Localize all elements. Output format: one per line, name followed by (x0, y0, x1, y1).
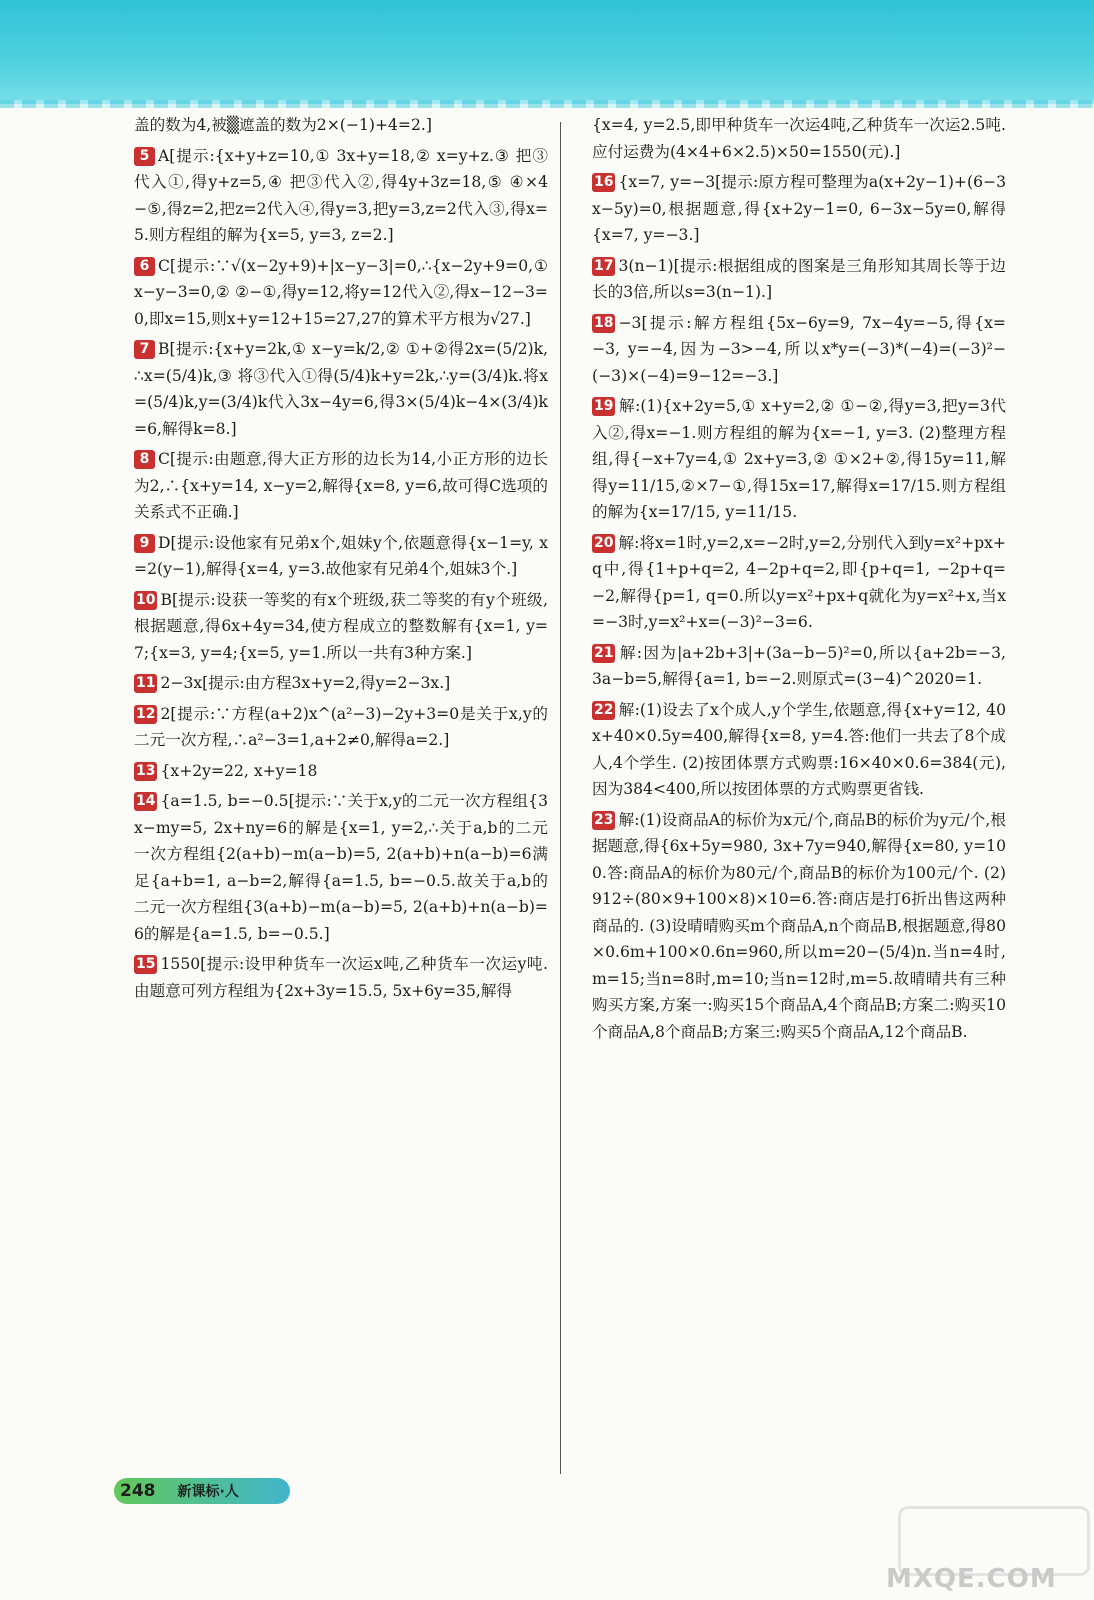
answer-item: 15 1550[提示:设甲种货车一次运x吨,乙种货车一次运y吨.由题意可列方程组为{2x+3y=15.5, 5x+6y=35,解得 (134, 955, 548, 1000)
question-number: 8 (134, 450, 155, 469)
answer-item: 盖的数为4,被▒遮盖的数为2×(−1)+4=2.] (134, 116, 432, 134)
answer-item: 10 B[提示:设获一等奖的有x个班级,获二等奖的有y个班级,根据题意,得6x+4y=34,使方程成立的整数解有{x=1, y=7;{x=3, y=4;{x=5, y=1.所以一共有3种方案.] (134, 590, 548, 662)
header-band (0, 0, 1094, 104)
question-number: 10 (136, 591, 156, 608)
answer-item: 11 2−3x[提示:由方程3x+y=2,得y=2−3x.] (136, 674, 451, 692)
answer-item: 16 {x=7, y=−3[提示:原方程可整理为a(x+2y−1)+(6−3x−5y)=0,根据题意,得{x+2y−1=0, 6−3x−5y=0,解得{x=7, y=−3.] (592, 173, 1006, 244)
answer-item: 14 {a=1.5, b=−0.5[提示:∵关于x,y的二元一次方程组{3x−my=5, 2x+ny=6的解是{x=1, y=2,∴关于a,b的二元一次方程组{2(a+b)−m(a−b)=5, 2(a+b)+n(a−b)=6满足{a+b=1, a−b=2,解得{a=1.5, b=−0.5.故关于a,b的二元一次方程组{3(a+b)−m(a−b)=5, 2(a+b)+n(a−b)=6的解是{a=1.5, b=−0.5.] (134, 792, 548, 943)
answer-item: 12 2[提示:∵方程(a+2)x^(a²−3)−2y+3=0是关于x,y的二元一次方程,∴a²−3=1,a+2≠0,解得a=2.] (134, 704, 548, 749)
left-column (134, 112, 548, 1004)
question-number: 11 (136, 675, 156, 691)
page-footer-badge (114, 1478, 290, 1504)
question-number: 21 (594, 644, 614, 661)
page-number: 248 (120, 1481, 156, 1501)
question-number: 9 (134, 534, 155, 553)
answer-item: 22 解:(1)设去了x个成人,y个学生,依题意,得{x+y=12, 40x+40×0.5y=400,解得{x=8, y=4.答:他们一共去了8个成人,4个学生. (2)按团体票方式购票:16×40×0.6=384(元),因为384<400,所以按团体票的方式购票更省钱. (592, 700, 1006, 798)
answer-item: 5 A[提示:{x+y+z=10,① 3x+y=18,② x=y+z.③ 把③代入①,得y+z=5,④ 把③代入②,得4y+3z=18,⑤ ④×4−⑤,得z=2,把z=2代入④,得y=3,把y=3,z=2代入③,得x=5.则方程组的解为{x=5, y=3, z=2.] (134, 146, 548, 244)
right-column (592, 112, 1006, 1045)
question-number: 5 (134, 147, 155, 166)
answer-item: 7 B[提示:{x+y=2k,① x−y=k/2,② ①+②得2x=(5/2)k,∴x=(5/4)k,③ 将③代入①得(5/4)k+y=2k,∴y=(3/4)k.将x=(5/4)k,y=(3/4)k代入3x−4y=6,得3×(5/4)k−4×(3/4)k=6,解得k=8.] (134, 340, 548, 438)
answer-item: 18 −3[提示:解方程组{5x−6y=9, 7x−4y=−5,得{x=−3, y=−4,因为−3>−4,所以x*y=(−3)*(−4)=(−3)²−(−3)×(−4)=9−12=−3.] (592, 313, 1006, 385)
answer-item: 8 C[提示:由题意,得大正方形的边长为14,小正方形的边长为2,∴{x+y=14, x−y=2,解得{x=8, y=6,故可得C选项的关系式不正确.] (134, 450, 548, 521)
answer-item: 6 C[提示:∵√(x−2y+9)+|x−y−3|=0,∴{x−2y+9=0,① x−y−3=0,② ②−①,得y=12,将y=12代入②,得x−12−3=0,即x=15,则x+y=12+15=27,27的算术平方根为√27.] (134, 256, 548, 328)
question-number: 20 (594, 534, 614, 551)
question-number: 12 (136, 705, 156, 722)
question-number: 6 (134, 257, 155, 276)
answer-item: 21 解:因为|a+2b+3|+(3a−b−5)²=0,所以{a+2b=−3, 3a−b=5,解得{a=1, b=−2.则原式=(3−4)^2020=1. (592, 643, 1006, 688)
question-number: 7 (134, 340, 155, 359)
answer-item: 23 解:(1)设商品A的标价为x元/个,商品B的标价为y元/个,根据题意,得{6x+5y=980, 3x+7y=940,解得{x=80, y=100.答:商品A的标价为80元/个,商品B的标价为100元/个. (2)912÷(80×9+100×8)×10=6.答:商店是打6折出售这两种商品的. (3)设晴晴购买m个商品A,n个商品B,根据题意,得80×0.6m+100×0.6n=960,所以m=20−(5/4)n.当n=4时,m=15;当n=8时,m=10;当n=12时,m=5.故晴晴共有三种购买方案,方案一:购买15个商品A,4个商品B;方案二:购买10个商品A,8个商品B;方案三:购买5个商品A,12个商品B. (592, 810, 1006, 1041)
answer-item: 17 3(n−1)[提示:根据组成的图案是三角形知其周长等于边长的3倍,所以s=3(n−1).] (592, 256, 1006, 301)
question-number: 15 (136, 956, 156, 972)
question-number: 13 (136, 762, 156, 779)
answer-item: {x=4, y=2.5,即甲种货车一次运4吨,乙种货车一次运2.5吨.应付运费为(4×4+6×2.5)×50=1550(元).] (592, 116, 1006, 161)
question-number: 18 (594, 314, 614, 331)
series-label: 新课标·人 (177, 1484, 239, 1500)
answer-item: 13 {x+2y=22, x+y=18 (136, 761, 318, 780)
question-number: 17 (594, 257, 614, 274)
watermark-text: MXQE.COM (886, 1564, 1057, 1594)
question-number: 19 (594, 398, 614, 414)
answer-item: 19 解:(1){x+2y=5,① x+y=2,② ①−②,得y=3,把y=3代入②,得x=−1.则方程组的解为{x=−1, y=3. (2)整理方程组,得{−x+7y=4,① 2x+y=3,② ①×2+②,得15y=11,解得y=11/15,②×7−①,得15x=17,解得x=17/15.则方程组的解为{x=17/15, y=11/15. (592, 397, 1006, 521)
answer-item: 9 D[提示:设他家有兄弟x个,姐妹y个,依题意得{x−1=y, x=2(y−1),解得{x=4, y=3.故他家有兄弟4个,姐妹3个.] (134, 533, 548, 578)
question-number: 14 (136, 793, 156, 809)
column-divider (560, 122, 561, 1474)
question-number: 16 (594, 174, 614, 190)
answer-item: 20 解:将x=1时,y=2,x=−2时,y=2,分别代入到y=x²+px+q中,得{1+p+q=2, 4−2p+q=2,即{p+q=1, −2p+q=−2,解得{p=1, q=0.所以y=x²+px+q就化为y=x²+x,当x=−3时,y=x²+x=(−3)²−3=6. (592, 533, 1006, 631)
question-number: 23 (594, 811, 614, 828)
question-number: 22 (594, 701, 614, 718)
